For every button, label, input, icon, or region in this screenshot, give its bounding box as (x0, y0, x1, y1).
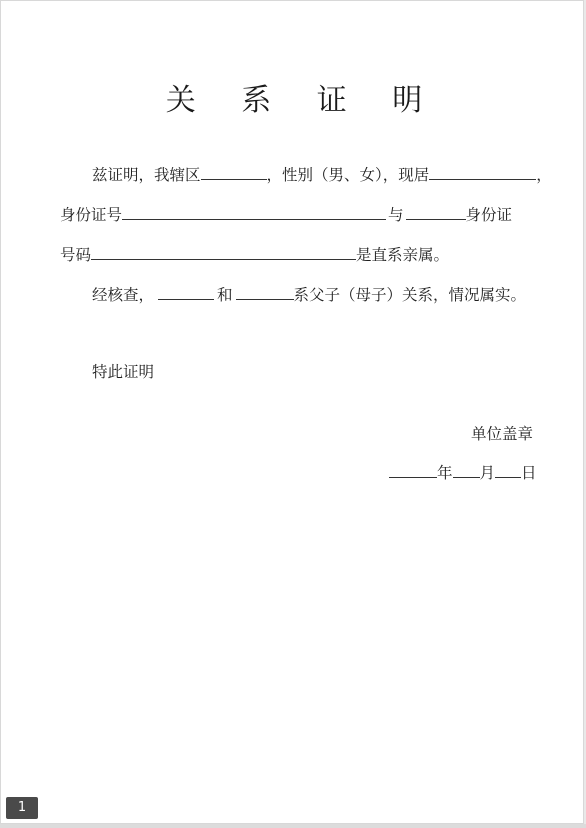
text-he: 和 (217, 286, 233, 304)
blank-id-number-2 (91, 244, 356, 260)
paragraph-line-2 (60, 204, 512, 225)
special-certification: 特此证明 (92, 363, 155, 381)
blank-relative-name (406, 204, 466, 220)
text-day: 日 (521, 464, 537, 482)
text-relationship: 系父子（母子）关系，情况属实。 (293, 286, 527, 304)
paragraph-line-1 (92, 164, 552, 185)
text-gender-residence: ，性别（男、女），现居 (266, 166, 430, 184)
viewer-bottom-edge (0, 824, 586, 828)
text-verified: 经核查， (92, 286, 155, 304)
blank-year (389, 462, 437, 478)
text-and: 与 (388, 206, 404, 224)
page-number-badge[interactable]: 1 (6, 797, 38, 819)
text-id-card: 身份证 (465, 206, 513, 224)
blank-name (201, 164, 267, 180)
blank-person-1 (158, 284, 214, 300)
text-number: 号码 (60, 246, 92, 264)
text-id-number: 身份证号 (60, 206, 123, 224)
text-month: 月 (479, 464, 496, 482)
text-comma: ， (536, 166, 552, 184)
paragraph-line-3 (60, 244, 449, 265)
text-year: 年 (437, 464, 453, 482)
paragraph-line-4 (92, 284, 526, 305)
text-certify-intro: 兹证明，我辖区 (92, 166, 201, 184)
blank-residence (429, 164, 536, 180)
text-direct-relative: 是直系亲属。 (356, 246, 450, 264)
document-title: 关 系 证 明 (165, 83, 441, 118)
blank-person-2 (236, 284, 294, 300)
unit-seal: 单位盖章 (471, 425, 534, 443)
blank-id-number-1 (122, 204, 386, 220)
blank-day (495, 462, 521, 478)
date-line (389, 462, 537, 483)
blank-month (453, 462, 480, 478)
